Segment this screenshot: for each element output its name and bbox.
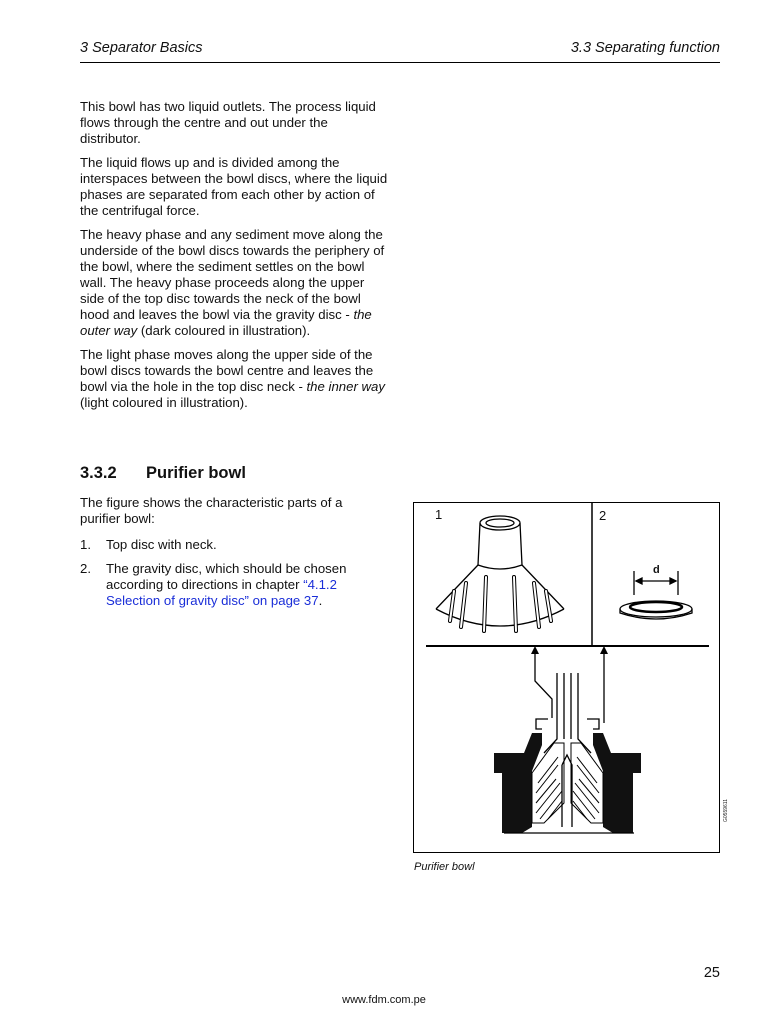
- list-item: [80, 537, 380, 553]
- paragraph-text: (dark coloured in illustration).: [137, 323, 311, 338]
- header-divider: [80, 62, 720, 63]
- chapter-link[interactable]: “4.1.2 Selection of gravity disc” on page 37: [106, 577, 337, 608]
- paragraph: This bowl has two liquid outlets. The process liquid flows through the centre and out under the distributor.: [80, 99, 376, 146]
- parts-list: [80, 537, 380, 617]
- figure-code: G0559611: [723, 799, 729, 822]
- paragraph-text: The heavy phase and any sediment move along the underside of the bowl discs towards the periphery of the bowl, where the sediment settles on the bowl wall. The heavy phase proceeds along the upper side of the top disc towards the neck of the bowl hood and leaves the bowl via the gravity disc -: [80, 227, 385, 322]
- panel-label: 1: [435, 507, 443, 522]
- paragraph: [80, 227, 390, 339]
- gravity-disc-drawing: [620, 571, 692, 619]
- figure-illustration: [414, 503, 721, 854]
- list-number: 1.: [80, 537, 91, 552]
- section-number: 3.3.2: [80, 464, 117, 482]
- list-text: The gravity disc, which should be chosen according to directions in chapter: [106, 561, 347, 592]
- dimension-label: d: [653, 564, 660, 576]
- section-heading-title: Purifier bowl: [146, 464, 246, 482]
- body-text: [80, 99, 390, 419]
- figure-caption: Purifier bowl: [414, 861, 475, 873]
- intro-text: The figure shows the characteristic parts of a purifier bowl:: [80, 495, 343, 526]
- emphasis-text: the outer way: [80, 307, 372, 338]
- list-item: [80, 561, 380, 609]
- panel-label: 2: [599, 508, 607, 523]
- paragraph: [80, 347, 390, 411]
- section-heading: [80, 464, 246, 483]
- paragraph-text: (light coloured in illustration).: [80, 395, 248, 410]
- paragraph-text: The light phase moves along the upper side of the bowl discs towards the bowl centre and leaves the bowl via the hole in the top disc neck -: [80, 347, 374, 394]
- paragraph: The liquid flows up and is divided among the interspaces between the bowl discs, where the liquid phases are separated from each other by action of the centrifugal force.: [80, 155, 388, 218]
- page-number: 25: [703, 965, 720, 981]
- purifier-bowl-figure: [413, 502, 720, 853]
- page-header: [80, 40, 720, 60]
- footer-url[interactable]: www.fdm.com.pe: [342, 994, 426, 1006]
- list-text: Top disc with neck.: [106, 537, 217, 552]
- list-text: .: [318, 593, 323, 608]
- chapter-title: 3 Separator Basics: [80, 40, 203, 56]
- list-number: 2.: [80, 561, 91, 576]
- top-disc-drawing: [436, 516, 564, 631]
- bowl-section-drawing: [494, 646, 641, 833]
- section-title: 3.3 Separating function: [570, 40, 720, 56]
- emphasis-text: the inner way: [306, 379, 385, 394]
